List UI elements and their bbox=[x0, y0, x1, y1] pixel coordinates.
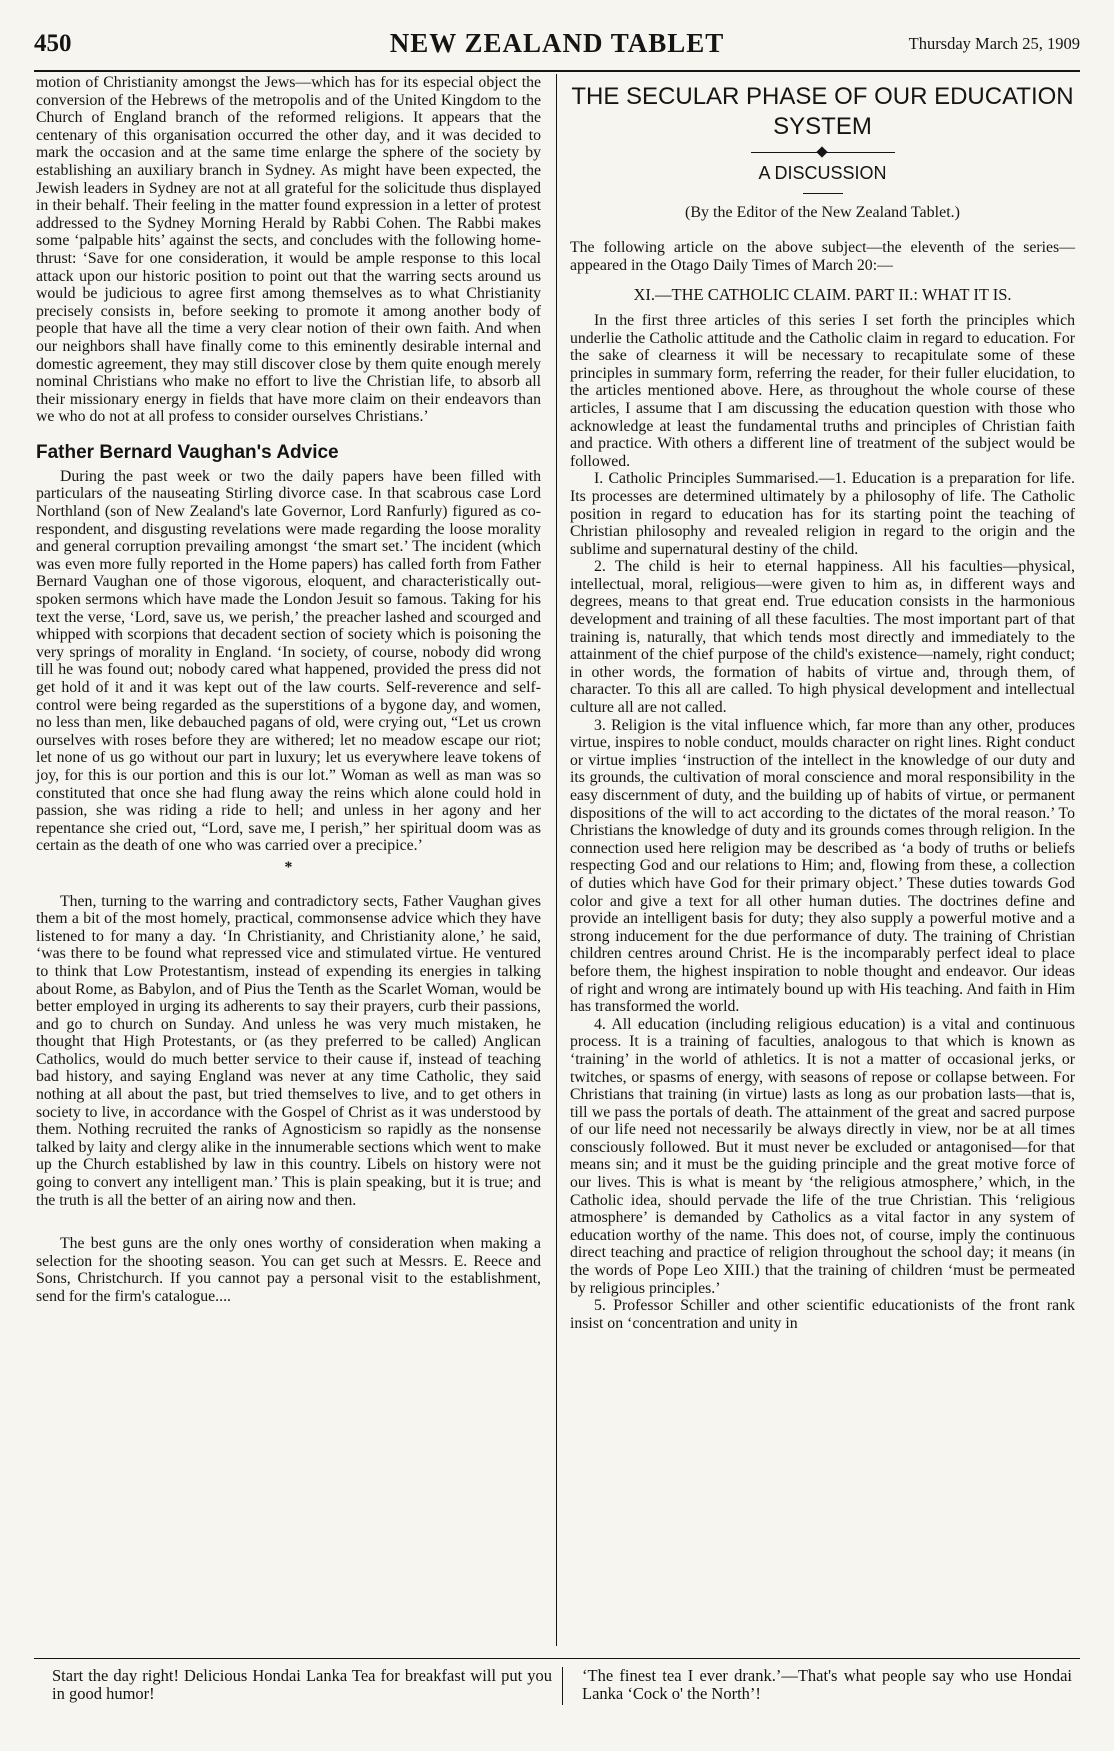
page-footer bbox=[34, 1658, 1080, 1719]
advertisement-paragraph: The best guns are the only ones worthy of consideration when making a selection for the shooting season. You can get such at Messrs. E. Reece and Sons, Christchurch. If you cannot pay a personal visit to the establishment, send for the firm's catalogue.... bbox=[36, 1235, 541, 1305]
spacer bbox=[36, 1209, 541, 1235]
issue-date: Thursday March 25, 1909 bbox=[908, 34, 1080, 53]
article-paragraph: In the first three articles of this series I set forth the principles which underlie the Catholic attitude and the Catholic claim in regard to education. For the sake of clearness it will be necessary to recapitulate some of these principles in summary form, referring the reader, for their fuller elucidation, to the articles mentioned above. Here, as throughout the whole course of these articles, I assume that I am discussing the education question with those who acknowledge at least the fundamental truths and principles of Christian faith and practice. With others a different line of treatment of the subject would be followed. bbox=[570, 311, 1075, 470]
right-column bbox=[570, 74, 1075, 1332]
page-header bbox=[34, 26, 1080, 72]
short-rule bbox=[803, 193, 843, 194]
article-paragraph: 3. Religion is the vital influence which, far more than any other, produces virtue, inspires to noble conduct, moulds character on right lines. Right conduct or virtue implies ‘instruction of the intellect in the knowledge of our duty and its grounds, the cultivation of moral conscience and moral responsibility in the easy discernment of duty, and the building up of habits of virtue, or permanent dispositions of the will to act according to the dictates of the moral reason.’ To Christians the knowledge of duty and its grounds comes through religion. In the connection used here religion may be described as ‘a body of truths or beliefs respecting God and our relations to Him; and, flowing from these, a collection of duties which have God for their primary object.’ These duties towards God color and give a text for all other human duties. The doctrines define and provide an intelligent basis for duty; they also supply a powerful motive and a strong inducement for the due performance of duty. The training of Christian children centres around Christ. He is the incomparably perfect ideal to place before them, the highest inspiration to noble thought and endeavor. Our ideas of right and wrong are intimately bound up with His teaching. And faith in Him has transformed the world. bbox=[570, 716, 1075, 1016]
footer-ad-left: Start the day right! Delicious Hondai Lanka Tea for breakfast will put you in good humor! bbox=[52, 1666, 552, 1703]
ornament-rule bbox=[751, 148, 895, 157]
column-rule bbox=[556, 74, 557, 1646]
article-paragraph: motion of Christianity amongst the Jews—which has for its especial object the conversion of the Hebrews of the metropolis and of the United Kingdom to the Church of England branch of the reformed religions. It appears that the centenary of this organisation occurred the other day, and it was decided to mark the occasion and at the same time enlarge the sphere of the society by establishing an auxiliary branch in Sydney. As might have been expected, the Jewish leaders in Sydney are not at all grateful for the solicitude thus displayed in their behalf. Their feeling in the matter found expression in a letter of protest addressed to the Sydney Morning Herald by Rabbi Cohen. The Rabbi makes some ‘palpable hits’ against the sects, and concludes with the following home-thrust: ‘Save for one consideration, it would be ample response to this local attack upon our historic position to point out that the warring sects around us would be judicious to agree first among themselves as to what Christianity precisely consists in, before seeking to promote it among another body of people that have all the time a very clear notion of their own faith. And when our neighbors shall have finally come to this eminently desirable internal and domestic agreement, they may still discover close by them quite enough merely nominal Christians who make no effort to live the Christian life, to absorb all their missionary energy in fields that have more claim on their endeavors than we who do not at all profess to consider ourselves Christians.’ bbox=[36, 74, 541, 426]
section-subhead: Father Bernard Vaughan's Advice bbox=[36, 441, 339, 463]
article-intro: The following article on the above subject—the eleventh of the series—appeared in the Otago Daily Times of March 20:— bbox=[570, 239, 1075, 274]
article-paragraph: 4. All education (including religious education) is a vital and continuous process. It is a training of faculties, analogous to that which is known as ‘training’ in the world of athletics. It is not a matter of occasional jerks, or twitches, or spasms of energy, with seasons of repose or collapse between. For Christians that training (in virtue) lasts as long as our probation lasts—that is, till we pass the portals of death. The attainment of the great and sacred purpose of our life need not necessarily be always directly in view, nor be at all times consciously followed. But it must never be excluded or antagonised—for that means sin; and it must be the guiding principle and the great motive force of our lives. This is what is meant by ‘the religious atmosphere,’ which, in the Catholic idea, should pervade the life of the true Christian. This ‘religious atmosphere’ is demanded by Catholics as a vital factor in any system of education worthy of the name. This does not, of course, imply the continuous direct teaching and practice of religion throughout the school day; it means (in the words of Pope Leo XIII.) that the training of children ‘must be permeated by religious principles.’ bbox=[570, 1015, 1075, 1297]
article-headline: THE SECULAR PHASE OF OUR EDUCATION SYSTEM bbox=[571, 83, 1074, 140]
footer-rule bbox=[562, 1667, 563, 1705]
article-paragraph: Then, turning to the warring and contradictory sects, Father Vaughan gives them a bit of the most homely, practical, commonsense advice which they have listened to for many a day. ‘In Christianity, and Christianity alone,’ he said, ‘was there to be found what repressed vice and stimulated virtue. He ventured to think that Low Protestantism, instead of expending its energies in talking about Rome, as Babylon, and of Pius the Tenth as the Scarlet Woman, would be better employed in urging its adherents to say their prayers, curb their passions, and go to church on Sunday. And unless he was very much mistaken, he thought that High Protestants, or (as they preferred to be called) Anglican Catholics, would do much better service to their cause if, instead of teaching bad history, and saying England was never at any time Catholic, they said nothing at all about the past, but tried themselves to live, and to get others in society to live, in accordance with the Gospel of Christ as it was understood by them. Nothing recruited the ranks of Agnosticism so rapidly as the nonsense talked by laity and clergy alike in the innumerable sections which went to make up the Church established by law in this country. Libels on history were not going to convert any intelligent man.’ This is plain speaking, but it is true; and the truth is all the better of an airing now and then. bbox=[36, 892, 541, 1209]
article-subtitle: A DISCUSSION bbox=[758, 163, 887, 183]
article-paragraph: 2. The child is heir to eternal happiness. All his faculties—physical, intellectual, moral, religious—were given to him as, in different ways and degrees, means to that great end. True education consists in the harmonious development and training of all these faculties. The most important part of that training is, naturally, that which tends most directly and immediately to the attainment of the chief purpose of the child's existence—namely, right conduct; in other words, the formation of habits of virtue and, through them, of character. To this all are called. To high physical development and intellectual culture all are not called. bbox=[570, 558, 1075, 717]
left-column bbox=[36, 74, 541, 1306]
page-number: 450 bbox=[34, 30, 72, 57]
article-paragraph: During the past week or two the daily papers have been filled with particulars of the nauseating Stirling divorce case. In that scabrous case Lord Northland (son of New Zealand's late Governor, Lord Ranfurly) figured as co-respondent, and disgusting revelations were made regarding the loose morality and general corruption prevailing amongst ‘the smart set.’ The incident (which was even more fully reported in the Home papers) has called forth from Father Bernard Vaughan one of those vigorous, eloquent, and characteristically out-spoken sermons which have made the London Jesuit so famous. Taking for his text the verse, ‘Lord, save us, we perish,’ the preacher lashed and scourged and whipped with scorpions that decadent section of society which is poisoning the very springs of morality in England. ‘In society, of course, nobody did wrong till he was found out; nobody cared what happened, provided the press did not get hold of it and it was kept out of the law courts. Self-reverence and self-control were being regarded as the superstitions of a bygone day, and women, no less than men, like debauched pagans of old, were crying out, “Let us crown ourselves with roses before they are withered; let no meadow escape our riot; let none of us go without our part in luxury; let us everywhere leave tokens of joy, for this is our portion and this is our lot.” Woman as well as man was so constituted that once she had flung away the reins which alone could hold in passion, she was riding a ride to hell; and unless in her agony and her repentance she cried out, “Lord, save me, I perish,” her spiritual doom was as certain as the death of one who was carried over a precipice.’ bbox=[36, 467, 541, 855]
article-paragraph: I. Catholic Principles Summarised.—1. Education is a preparation for life. Its processes are determined ultimately by a philosophy of life. The Catholic position in regard to education has for its starting point the teaching of Christian philosophy and revealed religion in regard to the origin and the sublime and supernatural destiny of the child. bbox=[570, 470, 1075, 558]
byline: (By the Editor of the New Zealand Tablet.) bbox=[685, 203, 960, 221]
masthead: NEW ZEALAND TABLET bbox=[389, 28, 725, 58]
diamond-icon bbox=[816, 146, 827, 157]
section-divider-asterisk: * bbox=[284, 858, 293, 876]
footer-ad-right: ‘The finest tea I ever drank.’—That's what people say who use Hondai Lanka ‘Cock o' the North’! bbox=[582, 1666, 1072, 1703]
article-paragraph: 5. Professor Schiller and other scientific educationists of the front rank insist on ‘concentration and unity in bbox=[570, 1297, 1075, 1332]
section-heading: XI.—THE CATHOLIC CLAIM. PART II.: WHAT IT IS. bbox=[633, 285, 1012, 305]
